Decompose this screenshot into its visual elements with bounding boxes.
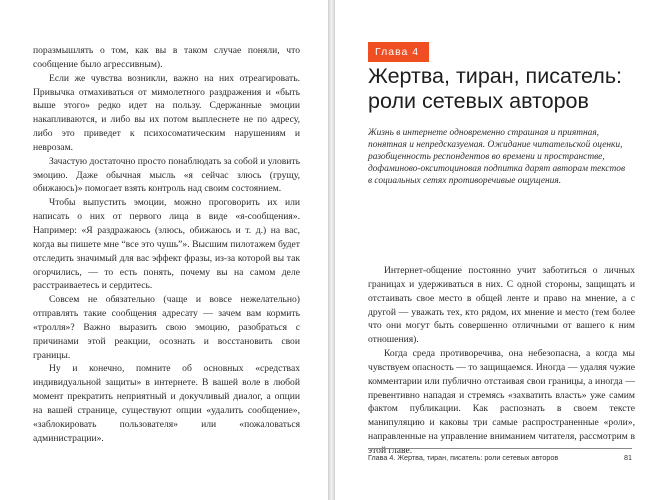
paragraph: Зачастую достаточно просто понаблюдать за собой и уловить эмоцию. Даже обычная мысль «я сейчас злюсь (грущу, обижаюсь)» помогает взять контроль над своим состоянием. <box>33 155 300 195</box>
page-number: 81 <box>624 453 632 462</box>
paragraph: Когда среда противоречива, она небезопасна, а когда мы чувствуем опасность — то защищаемся. Иногда — удаляя чужие комментарии или публично отстаивая свои границы, а иногда — превентивно нападая и стремясь «захватить власть» уже самим фактом публикации. Как распознать в своем тексте манипуляцию и каковы три самые распространенные «роли», направленные на управление вниманием читателя, рассмотрим в этой главе. <box>368 348 635 456</box>
epigraph: Жизнь в интернете одновременно страшная и приятная, понятная и непредсказуемая. Ожидание читательской оценки, разобщенность респондентов во времени и пространстве, дофаминово-окситоциновая подпитка дарят авторам текстов в социальных сетях противоречивые ощущения. <box>368 128 626 187</box>
paragraph: Совсем не обязательно (чаще и вовсе нежелательно) отправлять такие сообщения адресату — зачем вам кормить «тролля»? Важно выразить свою эмоцию, разобраться с причинами этой реакции, осознать и восстановить свои границы. <box>33 294 300 361</box>
paragraph: Интернет-общение постоянно учит заботиться о личных границах и удерживаться в них. С одной стороны, защищать и отстаивать свое место в общей ленте и право на мнение, а с другой — уважать тех, кто рядом, их мнение и место (тем более что они могут быть совершенно отличными от вашего к ним отношения). <box>368 265 635 346</box>
paragraph: поразмышлять о том, как вы в таком случае поняли, что сообщение было агрессивным). <box>33 45 300 70</box>
paragraph: Чтобы выпустить эмоции, можно проговорить их или написать о них от первого лица в виде «я-сообщения». Например: «Я раздражаюсь (злюсь, обижаюсь и т. д.) на вас, когда вы пишете мне “все это чушь”». Высшим пилотажем будет отследить значимый для вас эффект фразы, из-за которой вы так огорчились, — то есть понять, почему вы на самом деле расстраиваетесь и сердитесь. <box>33 197 300 292</box>
chapter-title: Жертва, тиран, писатель: роли сетевых авторов <box>368 64 623 113</box>
footer-rule <box>368 448 632 449</box>
right-page <box>335 0 663 500</box>
running-title: Глава 4. Жертва, тиран, писатель: роли сетевых авторов <box>368 453 559 462</box>
chapter-label: Глава 4 <box>368 42 429 62</box>
paragraph: Ну и конечно, помните об основных «средствах индивидуальной защиты» в интернете. В вашей воле в любой момент прекратить неприятный и докучливый диалог, а опции на вашей странице, существуют опции «удалить сообщение», «заблокировать пользователя» или «пожаловаться администрации». <box>33 363 300 444</box>
book-spine <box>328 0 335 500</box>
left-page-body <box>33 44 300 445</box>
right-page-body <box>368 264 635 458</box>
left-page <box>0 0 328 500</box>
paragraph: Если же чувства возникли, важно на них отреагировать. Привычка отмахиваться от мимолетного раздражения и «быть выше этого» редко идет на пользу. Сдержанные эмоции накапливаются, и либо вы их потом выплеснете не по адресу, либо это приведет к психосоматическим нарушениям и неврозам. <box>33 72 300 153</box>
